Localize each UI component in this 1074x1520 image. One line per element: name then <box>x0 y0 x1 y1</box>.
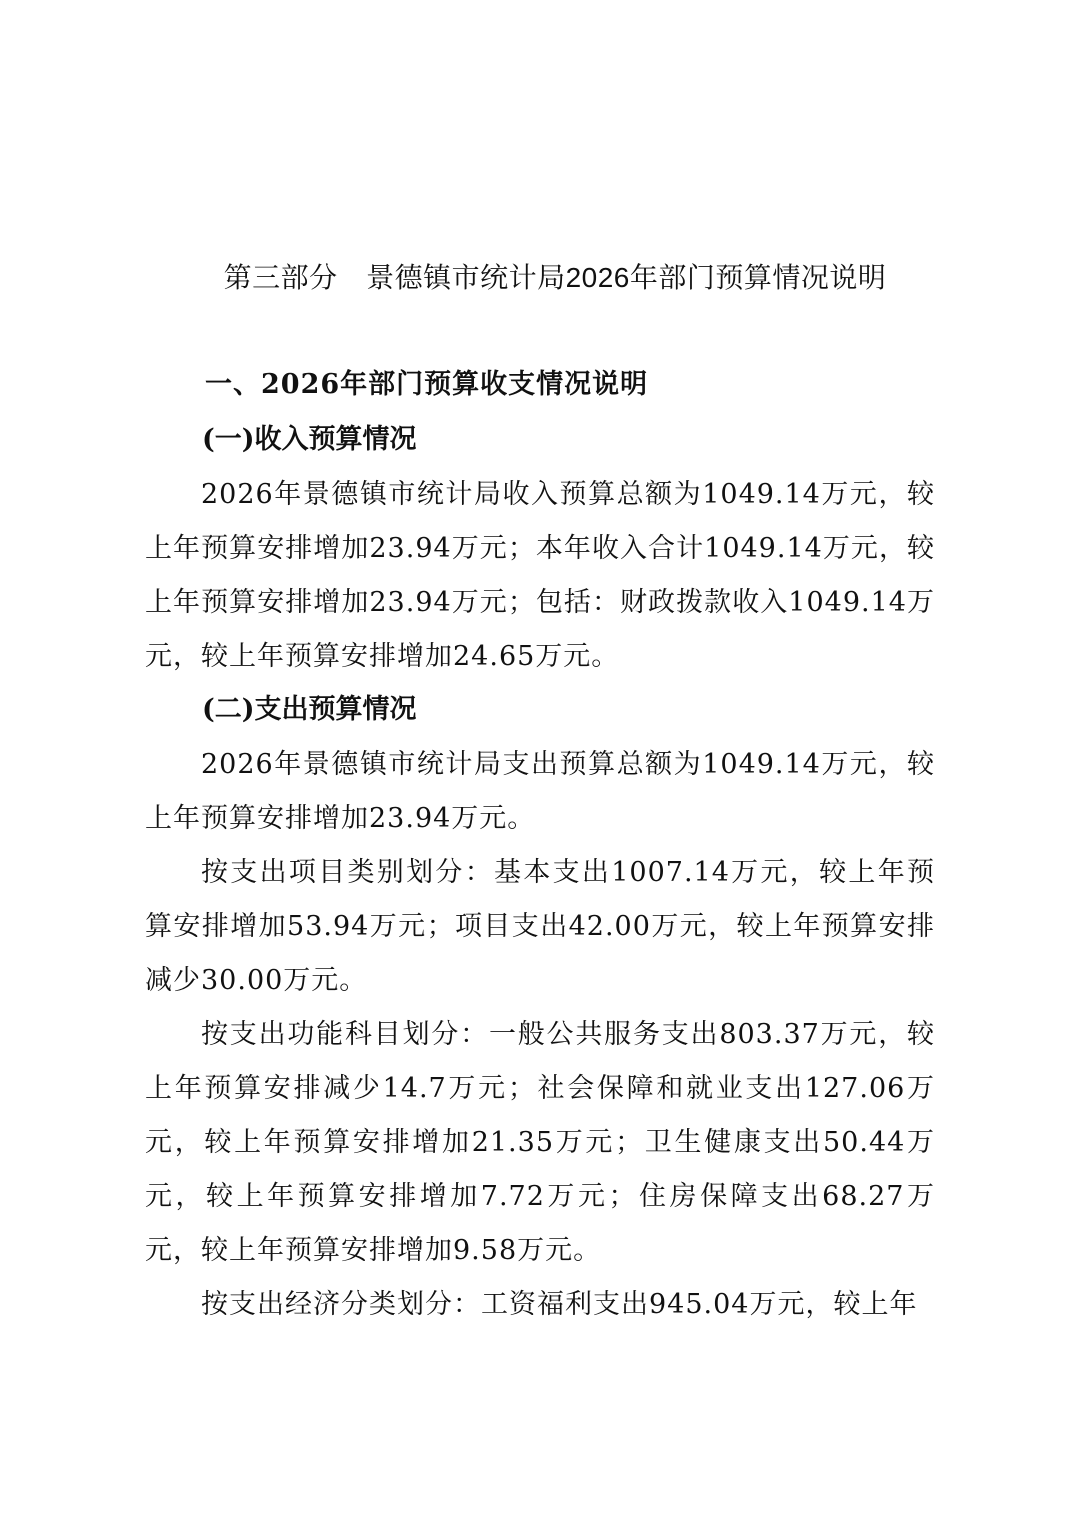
subsection-heading-income: (一)收入预算情况 <box>202 424 417 455</box>
document-title: 第三部分 景德镇市统计局2026年部门预算情况说明 <box>223 262 887 293</box>
subsection-heading-expenditure: (二)支出预算情况 <box>202 694 417 725</box>
paragraph-by-project: 按支出项目类别划分：基本支出1007.14万元，较上年预算安排增加53.94万元；项目支出42.00万元，较上年预算安排减少30.00万元。 <box>145 857 935 996</box>
section-heading: 一、2026年部门预算收支情况说明 <box>205 369 649 400</box>
paragraph-by-economic: 按支出经济分类划分：工资福利支出945.04万元，较上年 <box>201 1289 918 1320</box>
paragraph-income: 2026年景德镇市统计局收入预算总额为1049.14万元，较上年预算安排增加23.94万元；本年收入合计1049.14万元，较上年预算安排增加23.94万元；包括：财政拨款收入1049.14万元，较上年预算安排增加24.65万元。 <box>145 479 935 672</box>
paragraph-by-function: 按支出功能科目划分：一般公共服务支出803.37万元，较上年预算安排减少14.7万元；社会保障和就业支出127.06万元，较上年预算安排增加21.35万元；卫生健康支出50.44万元，较上年预算安排增加7.72万元；住房保障支出68.27万元，较上年预算安排增加9.58万元。 <box>145 1019 935 1266</box>
paragraph-expenditure-total: 2026年景德镇市统计局支出预算总额为1049.14万元，较上年预算安排增加23.94万元。 <box>145 749 935 834</box>
